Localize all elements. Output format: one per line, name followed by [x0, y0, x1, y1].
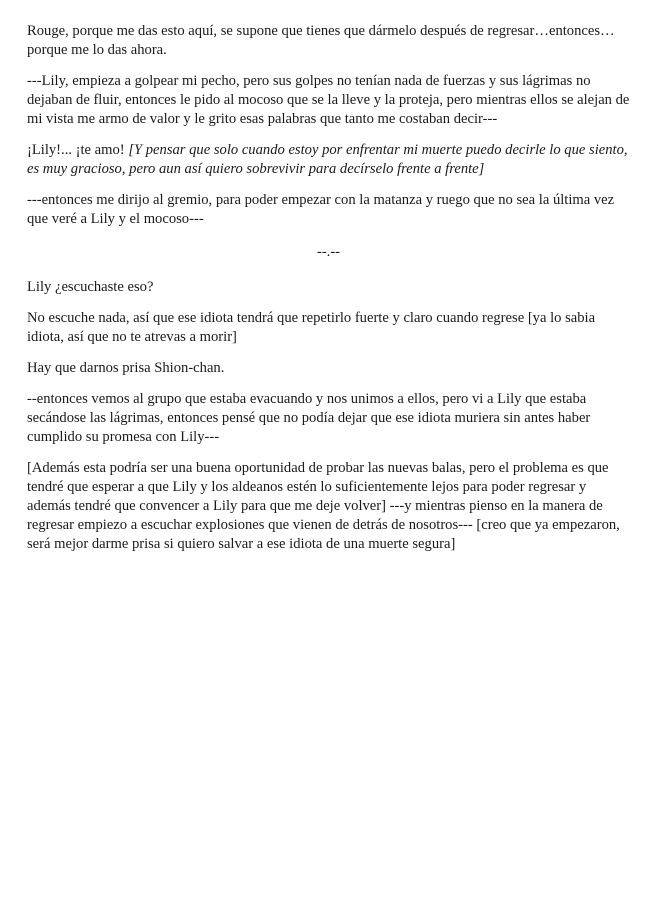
paragraph-3-thought: [Y pensar que solo cuando estoy por enfrentar mi muerte puedo decirle lo que siento, es muy gracioso, pero aun así quiero sobrevivir para decírselo frente a frente]: [27, 142, 628, 177]
paragraph-9: [Además esta podría ser una buena oportunidad de probar las nuevas balas, pero el problema es que tendré que esperar a que Lily y los aldeanos estén lo suficientemente lejos para poder regresar y además tendré que convencer a Lily para que me deje volver] ---y mientras pienso en la manera de regresar empiezo a escuchar explosiones que vienen de detrás de nosotros--- [creo que ya empezaron, será mejor darme prisa si quiero salvar a ese idiota de una muerte segura]: [27, 460, 620, 552]
paragraph-3-dialogue: ¡Lily!... ¡te amo!: [27, 142, 129, 158]
paragraph-7: Hay que darnos prisa Shion-chan.: [27, 360, 225, 376]
document-page: [27, 22, 630, 566]
paragraph-8: --entonces vemos al grupo que estaba evacuando y nos unimos a ellos, pero vi a Lily que estaba secándose las lágrimas, entonces pensé que no podía dejar que ese idiota muriera sin antes haber cumplido su promesa con Lily---: [27, 391, 591, 445]
paragraph-5: Lily ¿escuchaste eso?: [27, 279, 154, 295]
paragraph-4: ---entonces me dirijo al gremio, para poder empezar con la matanza y ruego que no sea la última vez que veré a Lily y el mocoso---: [27, 192, 615, 227]
paragraph-2: ---Lily, empieza a golpear mi pecho, pero sus golpes no tenían nada de fuerzas y sus lágrimas no dejaban de fluir, entonces le pido al mocoso que se la lleve y la proteja, pero mientras ellos se alejan de mi vista me armo de valor y le grito esas palabras que tanto me costaban decir---: [27, 73, 630, 127]
section-separator: --.--: [316, 244, 341, 260]
paragraph-1: Rouge, porque me das esto aquí, se supone que tienes que dármelo después de regresar…entonces…porque me lo das ahora.: [27, 23, 615, 58]
paragraph-3: [27, 141, 630, 179]
paragraph-6: No escuche nada, así que ese idiota tendrá que repetirlo fuerte y claro cuando regrese [ya lo sabia idiota, así que no te atrevas a morir]: [27, 310, 596, 345]
